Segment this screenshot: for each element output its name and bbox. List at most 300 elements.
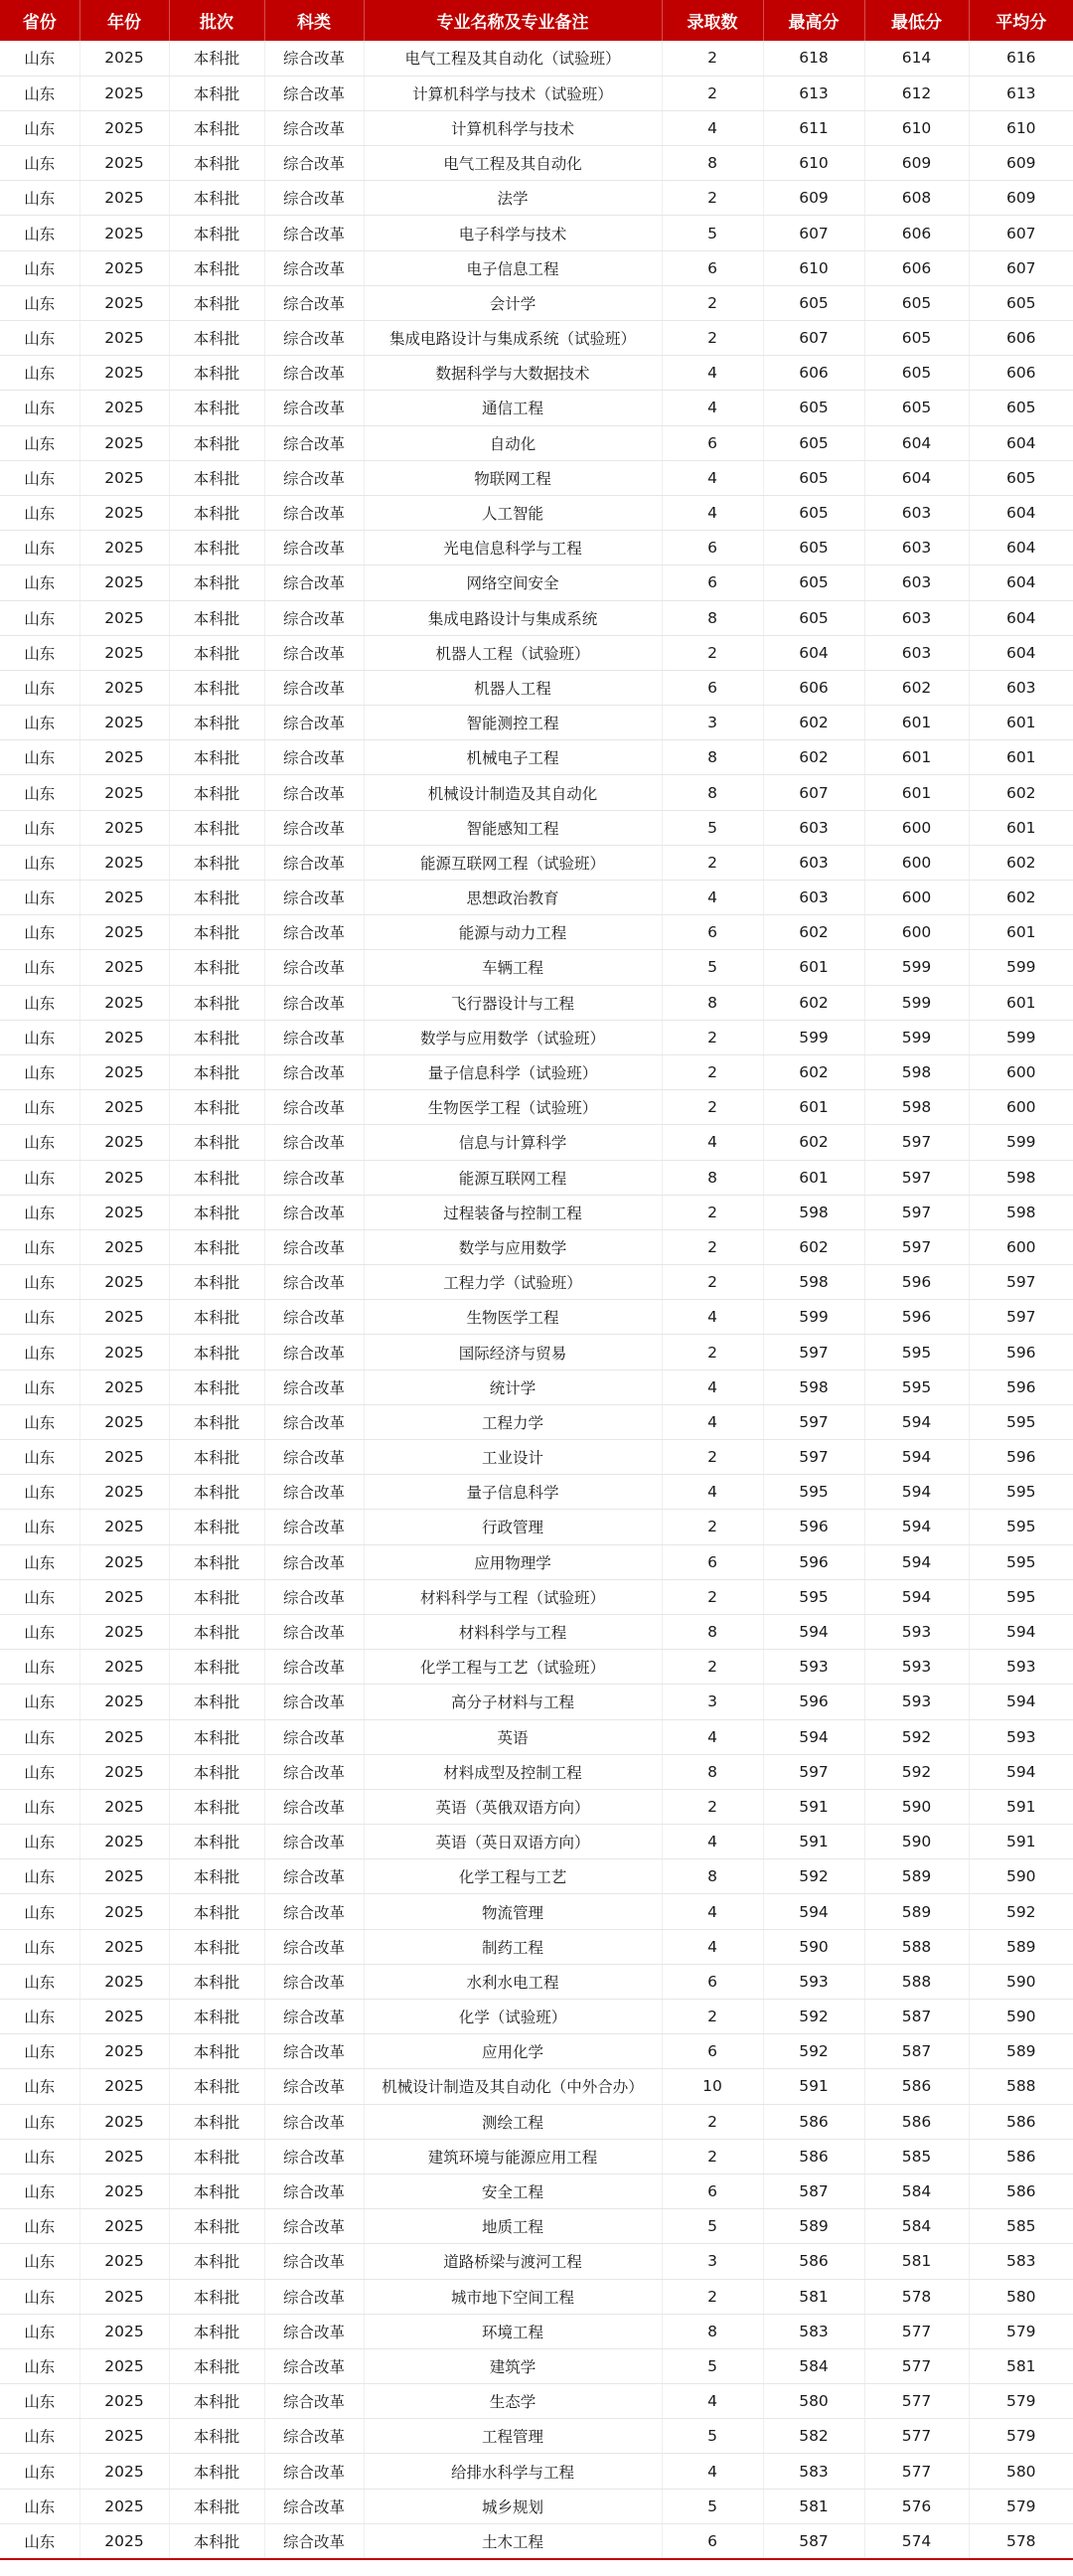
table-row bbox=[0, 41, 1073, 76]
major-cell: 集成电路设计与集成系统 bbox=[364, 600, 662, 635]
major-cell: 电子信息工程 bbox=[364, 250, 662, 285]
max-score-cell: 598 bbox=[763, 1195, 864, 1229]
table-row bbox=[0, 321, 1073, 356]
province-cell: 山东 bbox=[0, 600, 79, 635]
province-cell: 山东 bbox=[0, 1160, 79, 1195]
admitted-count-cell: 2 bbox=[662, 41, 763, 76]
year-cell: 2025 bbox=[79, 2000, 169, 2034]
year-cell: 2025 bbox=[79, 2523, 169, 2558]
avg-score-cell: 607 bbox=[969, 216, 1073, 250]
table-row bbox=[0, 460, 1073, 495]
category-cell: 综合改革 bbox=[264, 531, 364, 565]
province-cell: 山东 bbox=[0, 1964, 79, 1999]
max-score-cell: 597 bbox=[763, 1404, 864, 1439]
year-cell: 2025 bbox=[79, 706, 169, 740]
admitted-count-cell: 4 bbox=[662, 391, 763, 425]
max-score-cell: 602 bbox=[763, 1125, 864, 1160]
max-score-cell: 596 bbox=[763, 1685, 864, 1719]
min-score-cell: 598 bbox=[864, 1054, 969, 1089]
batch-cell: 本科批 bbox=[169, 2419, 264, 2454]
min-score-cell: 601 bbox=[864, 740, 969, 775]
province-cell: 山东 bbox=[0, 1510, 79, 1544]
admitted-count-cell: 2 bbox=[662, 321, 763, 356]
max-score-cell: 590 bbox=[763, 1929, 864, 1964]
table-header bbox=[0, 0, 1073, 41]
year-cell: 2025 bbox=[79, 670, 169, 705]
category-cell: 综合改革 bbox=[264, 76, 364, 110]
avg-score-cell: 592 bbox=[969, 1894, 1073, 1929]
max-score-cell: 591 bbox=[763, 1825, 864, 1859]
major-cell: 机械设计制造及其自动化 bbox=[364, 775, 662, 810]
min-score-cell: 594 bbox=[864, 1404, 969, 1439]
province-cell: 山东 bbox=[0, 76, 79, 110]
year-cell: 2025 bbox=[79, 2348, 169, 2383]
province-cell: 山东 bbox=[0, 950, 79, 985]
avg-score-cell: 604 bbox=[969, 565, 1073, 600]
province-cell: 山东 bbox=[0, 356, 79, 391]
table-body bbox=[0, 41, 1073, 2559]
year-cell: 2025 bbox=[79, 1160, 169, 1195]
year-cell: 2025 bbox=[79, 565, 169, 600]
admitted-count-cell: 4 bbox=[662, 1404, 763, 1439]
avg-score-cell: 606 bbox=[969, 321, 1073, 356]
avg-score-cell: 581 bbox=[969, 2348, 1073, 2383]
admitted-count-cell: 2 bbox=[662, 1020, 763, 1054]
min-score-cell: 577 bbox=[864, 2384, 969, 2419]
admitted-count-cell: 4 bbox=[662, 1475, 763, 1510]
category-cell: 综合改革 bbox=[264, 495, 364, 530]
major-cell: 城乡规划 bbox=[364, 2489, 662, 2523]
max-score-cell: 596 bbox=[763, 1544, 864, 1579]
table-row bbox=[0, 1685, 1073, 1719]
province-cell: 山东 bbox=[0, 2139, 79, 2174]
year-cell: 2025 bbox=[79, 1300, 169, 1335]
major-cell: 人工智能 bbox=[364, 495, 662, 530]
major-cell: 生态学 bbox=[364, 2384, 662, 2419]
admitted-count-cell: 4 bbox=[662, 1894, 763, 1929]
avg-score-cell: 598 bbox=[969, 1160, 1073, 1195]
major-cell: 安全工程 bbox=[364, 2174, 662, 2208]
avg-score-cell: 604 bbox=[969, 531, 1073, 565]
admitted-count-cell: 4 bbox=[662, 1125, 763, 1160]
year-cell: 2025 bbox=[79, 41, 169, 76]
avg-score-cell: 605 bbox=[969, 285, 1073, 320]
max-score-cell: 605 bbox=[763, 460, 864, 495]
batch-cell: 本科批 bbox=[169, 2034, 264, 2069]
admitted-count-cell: 2 bbox=[662, 1440, 763, 1475]
category-cell: 综合改革 bbox=[264, 1020, 364, 1054]
year-cell: 2025 bbox=[79, 881, 169, 915]
category-cell: 综合改革 bbox=[264, 1685, 364, 1719]
max-score-cell: 605 bbox=[763, 285, 864, 320]
category-cell: 综合改革 bbox=[264, 321, 364, 356]
province-cell: 山东 bbox=[0, 1440, 79, 1475]
year-cell: 2025 bbox=[79, 1090, 169, 1125]
max-score-cell: 587 bbox=[763, 2174, 864, 2208]
admitted-count-cell: 2 bbox=[662, 1265, 763, 1300]
min-score-cell: 595 bbox=[864, 1369, 969, 1404]
min-score-cell: 612 bbox=[864, 76, 969, 110]
min-score-cell: 593 bbox=[864, 1650, 969, 1685]
year-cell: 2025 bbox=[79, 1754, 169, 1789]
category-cell: 综合改革 bbox=[264, 1160, 364, 1195]
year-cell: 2025 bbox=[79, 1195, 169, 1229]
batch-cell: 本科批 bbox=[169, 1929, 264, 1964]
major-cell: 信息与计算科学 bbox=[364, 1125, 662, 1160]
avg-score-cell: 601 bbox=[969, 810, 1073, 845]
max-score-cell: 589 bbox=[763, 2209, 864, 2244]
admitted-count-cell: 5 bbox=[662, 2419, 763, 2454]
year-cell: 2025 bbox=[79, 1265, 169, 1300]
province-cell: 山东 bbox=[0, 460, 79, 495]
avg-score-cell: 586 bbox=[969, 2104, 1073, 2139]
min-score-cell: 590 bbox=[864, 1825, 969, 1859]
year-cell: 2025 bbox=[79, 2174, 169, 2208]
major-cell: 光电信息科学与工程 bbox=[364, 531, 662, 565]
admitted-count-cell: 6 bbox=[662, 531, 763, 565]
admitted-count-cell: 6 bbox=[662, 670, 763, 705]
min-score-cell: 592 bbox=[864, 1754, 969, 1789]
header-max-score: 最高分 bbox=[763, 0, 864, 41]
avg-score-cell: 600 bbox=[969, 1090, 1073, 1125]
admitted-count-cell: 4 bbox=[662, 1825, 763, 1859]
max-score-cell: 609 bbox=[763, 181, 864, 216]
category-cell: 综合改革 bbox=[264, 1894, 364, 1929]
max-score-cell: 582 bbox=[763, 2419, 864, 2454]
batch-cell: 本科批 bbox=[169, 356, 264, 391]
min-score-cell: 600 bbox=[864, 881, 969, 915]
category-cell: 综合改革 bbox=[264, 1054, 364, 1089]
category-cell: 综合改革 bbox=[264, 1229, 364, 1264]
max-score-cell: 583 bbox=[763, 2314, 864, 2348]
avg-score-cell: 590 bbox=[969, 1964, 1073, 1999]
major-cell: 能源互联网工程 bbox=[364, 1160, 662, 1195]
category-cell: 综合改革 bbox=[264, 216, 364, 250]
avg-score-cell: 604 bbox=[969, 425, 1073, 460]
header-province: 省份 bbox=[0, 0, 79, 41]
table-row bbox=[0, 706, 1073, 740]
category-cell: 综合改革 bbox=[264, 1300, 364, 1335]
min-score-cell: 610 bbox=[864, 110, 969, 145]
major-cell: 化学工程与工艺（试验班） bbox=[364, 1650, 662, 1685]
year-cell: 2025 bbox=[79, 1510, 169, 1544]
admitted-count-cell: 3 bbox=[662, 1685, 763, 1719]
batch-cell: 本科批 bbox=[169, 1754, 264, 1789]
min-score-cell: 587 bbox=[864, 2000, 969, 2034]
min-score-cell: 574 bbox=[864, 2523, 969, 2558]
admitted-count-cell: 5 bbox=[662, 2209, 763, 2244]
major-cell: 英语 bbox=[364, 1719, 662, 1754]
year-cell: 2025 bbox=[79, 845, 169, 880]
avg-score-cell: 610 bbox=[969, 110, 1073, 145]
avg-score-cell: 583 bbox=[969, 2244, 1073, 2279]
avg-score-cell: 605 bbox=[969, 391, 1073, 425]
batch-cell: 本科批 bbox=[169, 2314, 264, 2348]
province-cell: 山东 bbox=[0, 2348, 79, 2383]
max-score-cell: 607 bbox=[763, 321, 864, 356]
min-score-cell: 596 bbox=[864, 1265, 969, 1300]
major-cell: 电气工程及其自动化（试验班） bbox=[364, 41, 662, 76]
header-major: 专业名称及专业备注 bbox=[364, 0, 662, 41]
min-score-cell: 600 bbox=[864, 845, 969, 880]
major-cell: 自动化 bbox=[364, 425, 662, 460]
admitted-count-cell: 5 bbox=[662, 216, 763, 250]
avg-score-cell: 595 bbox=[969, 1475, 1073, 1510]
major-cell: 通信工程 bbox=[364, 391, 662, 425]
major-cell: 制药工程 bbox=[364, 1929, 662, 1964]
major-cell: 材料科学与工程（试验班） bbox=[364, 1579, 662, 1614]
max-score-cell: 586 bbox=[763, 2244, 864, 2279]
avg-score-cell: 595 bbox=[969, 1544, 1073, 1579]
batch-cell: 本科批 bbox=[169, 250, 264, 285]
province-cell: 山东 bbox=[0, 775, 79, 810]
table-row bbox=[0, 531, 1073, 565]
category-cell: 综合改革 bbox=[264, 881, 364, 915]
major-cell: 工业设计 bbox=[364, 1440, 662, 1475]
max-score-cell: 605 bbox=[763, 425, 864, 460]
header-admitted: 录取数 bbox=[662, 0, 763, 41]
batch-cell: 本科批 bbox=[169, 321, 264, 356]
batch-cell: 本科批 bbox=[169, 181, 264, 216]
batch-cell: 本科批 bbox=[169, 110, 264, 145]
category-cell: 综合改革 bbox=[264, 460, 364, 495]
max-score-cell: 594 bbox=[763, 1894, 864, 1929]
avg-score-cell: 590 bbox=[969, 1859, 1073, 1894]
min-score-cell: 594 bbox=[864, 1475, 969, 1510]
category-cell: 综合改革 bbox=[264, 2244, 364, 2279]
min-score-cell: 577 bbox=[864, 2419, 969, 2454]
table-row bbox=[0, 181, 1073, 216]
min-score-cell: 595 bbox=[864, 1335, 969, 1369]
avg-score-cell: 601 bbox=[969, 706, 1073, 740]
year-cell: 2025 bbox=[79, 740, 169, 775]
min-score-cell: 601 bbox=[864, 706, 969, 740]
major-cell: 数学与应用数学（试验班） bbox=[364, 1020, 662, 1054]
avg-score-cell: 609 bbox=[969, 146, 1073, 181]
header-min-score: 最低分 bbox=[864, 0, 969, 41]
min-score-cell: 589 bbox=[864, 1894, 969, 1929]
avg-score-cell: 588 bbox=[969, 2069, 1073, 2104]
category-cell: 综合改革 bbox=[264, 740, 364, 775]
table-row bbox=[0, 1440, 1073, 1475]
avg-score-cell: 604 bbox=[969, 600, 1073, 635]
table-row bbox=[0, 110, 1073, 145]
batch-cell: 本科批 bbox=[169, 1090, 264, 1125]
admitted-count-cell: 2 bbox=[662, 1335, 763, 1369]
year-cell: 2025 bbox=[79, 1894, 169, 1929]
province-cell: 山东 bbox=[0, 425, 79, 460]
year-cell: 2025 bbox=[79, 1229, 169, 1264]
avg-score-cell: 609 bbox=[969, 181, 1073, 216]
batch-cell: 本科批 bbox=[169, 565, 264, 600]
province-cell: 山东 bbox=[0, 2314, 79, 2348]
category-cell: 综合改革 bbox=[264, 1859, 364, 1894]
batch-cell: 本科批 bbox=[169, 2523, 264, 2558]
province-cell: 山东 bbox=[0, 2244, 79, 2279]
admitted-count-cell: 6 bbox=[662, 1544, 763, 1579]
category-cell: 综合改革 bbox=[264, 1650, 364, 1685]
batch-cell: 本科批 bbox=[169, 810, 264, 845]
province-cell: 山东 bbox=[0, 985, 79, 1020]
table-row bbox=[0, 1650, 1073, 1685]
category-cell: 综合改革 bbox=[264, 1614, 364, 1649]
table-row bbox=[0, 1404, 1073, 1439]
batch-cell: 本科批 bbox=[169, 1404, 264, 1439]
batch-cell: 本科批 bbox=[169, 1475, 264, 1510]
max-score-cell: 602 bbox=[763, 915, 864, 950]
year-cell: 2025 bbox=[79, 1719, 169, 1754]
min-score-cell: 597 bbox=[864, 1229, 969, 1264]
admitted-count-cell: 8 bbox=[662, 146, 763, 181]
year-cell: 2025 bbox=[79, 2139, 169, 2174]
category-cell: 综合改革 bbox=[264, 425, 364, 460]
admitted-count-cell: 8 bbox=[662, 1160, 763, 1195]
year-cell: 2025 bbox=[79, 1964, 169, 1999]
year-cell: 2025 bbox=[79, 321, 169, 356]
max-score-cell: 603 bbox=[763, 810, 864, 845]
year-cell: 2025 bbox=[79, 531, 169, 565]
avg-score-cell: 595 bbox=[969, 1579, 1073, 1614]
category-cell: 综合改革 bbox=[264, 1719, 364, 1754]
major-cell: 飞行器设计与工程 bbox=[364, 985, 662, 1020]
avg-score-cell: 605 bbox=[969, 460, 1073, 495]
table-row bbox=[0, 1964, 1073, 1999]
admitted-count-cell: 8 bbox=[662, 1859, 763, 1894]
category-cell: 综合改革 bbox=[264, 1544, 364, 1579]
category-cell: 综合改革 bbox=[264, 775, 364, 810]
year-cell: 2025 bbox=[79, 1685, 169, 1719]
avg-score-cell: 599 bbox=[969, 1020, 1073, 1054]
admitted-count-cell: 2 bbox=[662, 2279, 763, 2314]
avg-score-cell: 599 bbox=[969, 950, 1073, 985]
table-row bbox=[0, 1825, 1073, 1859]
min-score-cell: 577 bbox=[864, 2454, 969, 2489]
category-cell: 综合改革 bbox=[264, 2314, 364, 2348]
province-cell: 山东 bbox=[0, 1825, 79, 1859]
max-score-cell: 606 bbox=[763, 356, 864, 391]
province-cell: 山东 bbox=[0, 531, 79, 565]
table-row bbox=[0, 2139, 1073, 2174]
avg-score-cell: 597 bbox=[969, 1265, 1073, 1300]
category-cell: 综合改革 bbox=[264, 250, 364, 285]
batch-cell: 本科批 bbox=[169, 1440, 264, 1475]
province-cell: 山东 bbox=[0, 321, 79, 356]
admitted-count-cell: 2 bbox=[662, 2000, 763, 2034]
admitted-count-cell: 5 bbox=[662, 2489, 763, 2523]
table-row bbox=[0, 2489, 1073, 2523]
batch-cell: 本科批 bbox=[169, 1964, 264, 1999]
avg-score-cell: 601 bbox=[969, 740, 1073, 775]
max-score-cell: 607 bbox=[763, 216, 864, 250]
category-cell: 综合改革 bbox=[264, 1404, 364, 1439]
major-cell: 物流管理 bbox=[364, 1894, 662, 1929]
year-cell: 2025 bbox=[79, 391, 169, 425]
province-cell: 山东 bbox=[0, 915, 79, 950]
table-row bbox=[0, 565, 1073, 600]
province-cell: 山东 bbox=[0, 1229, 79, 1264]
admitted-count-cell: 8 bbox=[662, 740, 763, 775]
min-score-cell: 603 bbox=[864, 600, 969, 635]
min-score-cell: 605 bbox=[864, 321, 969, 356]
min-score-cell: 586 bbox=[864, 2069, 969, 2104]
min-score-cell: 576 bbox=[864, 2489, 969, 2523]
major-cell: 计算机科学与技术 bbox=[364, 110, 662, 145]
major-cell: 测绘工程 bbox=[364, 2104, 662, 2139]
admitted-count-cell: 2 bbox=[662, 285, 763, 320]
admitted-count-cell: 8 bbox=[662, 775, 763, 810]
major-cell: 机械电子工程 bbox=[364, 740, 662, 775]
min-score-cell: 590 bbox=[864, 1789, 969, 1824]
batch-cell: 本科批 bbox=[169, 1685, 264, 1719]
batch-cell: 本科批 bbox=[169, 1265, 264, 1300]
max-score-cell: 601 bbox=[763, 1160, 864, 1195]
major-cell: 生物医学工程 bbox=[364, 1300, 662, 1335]
table-row bbox=[0, 1544, 1073, 1579]
avg-score-cell: 603 bbox=[969, 670, 1073, 705]
year-cell: 2025 bbox=[79, 495, 169, 530]
avg-score-cell: 613 bbox=[969, 76, 1073, 110]
min-score-cell: 602 bbox=[864, 670, 969, 705]
min-score-cell: 605 bbox=[864, 391, 969, 425]
category-cell: 综合改革 bbox=[264, 1090, 364, 1125]
batch-cell: 本科批 bbox=[169, 1229, 264, 1264]
major-cell: 工程力学 bbox=[364, 1404, 662, 1439]
major-cell: 法学 bbox=[364, 181, 662, 216]
year-cell: 2025 bbox=[79, 775, 169, 810]
admitted-count-cell: 6 bbox=[662, 565, 763, 600]
batch-cell: 本科批 bbox=[169, 2489, 264, 2523]
major-cell: 车辆工程 bbox=[364, 950, 662, 985]
province-cell: 山东 bbox=[0, 41, 79, 76]
min-score-cell: 604 bbox=[864, 460, 969, 495]
province-cell: 山东 bbox=[0, 565, 79, 600]
province-cell: 山东 bbox=[0, 1544, 79, 1579]
year-cell: 2025 bbox=[79, 285, 169, 320]
batch-cell: 本科批 bbox=[169, 1510, 264, 1544]
min-score-cell: 599 bbox=[864, 1020, 969, 1054]
table-row bbox=[0, 810, 1073, 845]
batch-cell: 本科批 bbox=[169, 635, 264, 670]
batch-cell: 本科批 bbox=[169, 1650, 264, 1685]
category-cell: 综合改革 bbox=[264, 2384, 364, 2419]
min-score-cell: 594 bbox=[864, 1510, 969, 1544]
province-cell: 山东 bbox=[0, 2000, 79, 2034]
min-score-cell: 584 bbox=[864, 2209, 969, 2244]
admitted-count-cell: 2 bbox=[662, 845, 763, 880]
table-row bbox=[0, 1369, 1073, 1404]
category-cell: 综合改革 bbox=[264, 1440, 364, 1475]
min-score-cell: 587 bbox=[864, 2034, 969, 2069]
batch-cell: 本科批 bbox=[169, 531, 264, 565]
admitted-count-cell: 6 bbox=[662, 250, 763, 285]
batch-cell: 本科批 bbox=[169, 670, 264, 705]
admitted-count-cell: 4 bbox=[662, 356, 763, 391]
major-cell: 机器人工程（试验班） bbox=[364, 635, 662, 670]
batch-cell: 本科批 bbox=[169, 41, 264, 76]
table-row bbox=[0, 2069, 1073, 2104]
admitted-count-cell: 2 bbox=[662, 635, 763, 670]
batch-cell: 本科批 bbox=[169, 1369, 264, 1404]
year-cell: 2025 bbox=[79, 2104, 169, 2139]
avg-score-cell: 599 bbox=[969, 1125, 1073, 1160]
year-cell: 2025 bbox=[79, 810, 169, 845]
batch-cell: 本科批 bbox=[169, 216, 264, 250]
major-cell: 电子科学与技术 bbox=[364, 216, 662, 250]
batch-cell: 本科批 bbox=[169, 985, 264, 1020]
major-cell: 道路桥梁与渡河工程 bbox=[364, 2244, 662, 2279]
max-score-cell: 591 bbox=[763, 1789, 864, 1824]
table-row bbox=[0, 2104, 1073, 2139]
